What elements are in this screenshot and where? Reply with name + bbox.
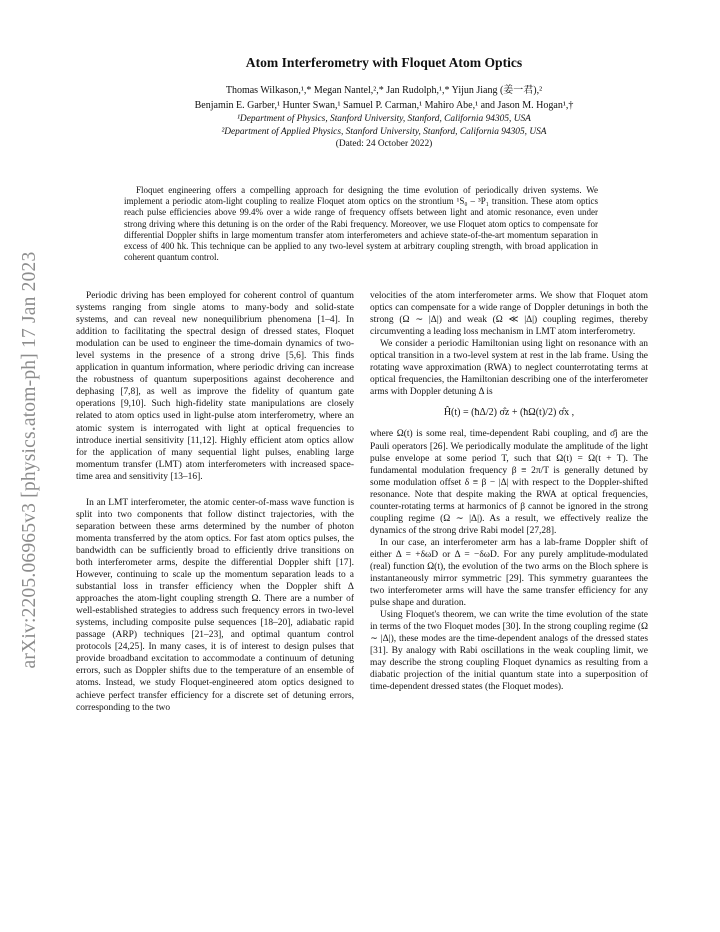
paper-title: Atom Interferometry with Floquet Atom Optics (245, 55, 523, 70)
affiliation-2: ²Department of Applied Physics, Stanford University, Stanford, California 94305, USA (221, 126, 547, 137)
right-paragraph-1: velocities of the atom interferometer arms. We show that Floquet atom optics can compensate for a wide range of Doppler detunings in both the strong (Ω ∼ |Δ|) and weak (Ω ≪ |Δ|) coupling regimes, thereby circumventing a leading loss mechanism in LMT atom interferometry. (370, 291, 648, 338)
right-paragraph-4: In our case, an interferometer arm has a lab-frame Doppler shift of either Δ = +δωD or Δ = −δωD. For any purely amplitude-modulated (real) function Ω(t), the evolution of the two arms on the Bloch sphere is instantaneously mirror symmetric [29]. This symmetry guarantees the two interferometer arms will have the same transfer efficiency for any pulse shape and duration. (370, 537, 648, 609)
abstract: Floquet engineering offers a compelling approach for designing the time evolution of periodically driven systems. We implement a periodic atom-light coupling to realize Floquet atom optics on the strontium ¹S₀ – ³P₁ transition. These atom optics reach pulse efficiencies above 99.4% over a wide range of frequency offsets between light and atomic resonance, even under strong driving where this detuning is on the order of the Rabi frequency. Moreover, we use Floquet atom optics to compensate for differential Doppler shifts in large momentum transfer atom interferometers and achieve state-of-the-art momentum separation in excess of 400 ħk. This technique can be applied to any two-level system at arbitrary coupling strength, with broad application in coherent quantum control. (124, 185, 598, 263)
right-column (370, 290, 648, 694)
left-column (76, 290, 354, 714)
affiliation-1: ¹Department of Physics, Stanford University, Stanford, California 94305, USA (237, 114, 531, 124)
left-paragraph-1: Periodic driving has been employed for coherent control of quantum systems ranging from single atoms to many-body and solid-state systems, and can reveal new nonequilibrium phenomena [1–4]. In addition to facilitating the spectral design of dressed states, Floquet modulation can be used to engineer the time-domain dynamics of two-level systems in the presence of a strong drive [5,6]. This finds application in quantum information, where periodic driving can increase the robustness of quantum superpositions against decoherence and dephasing [7,8], as well as improve the fidelity of quantum gate operations [9,10]. Such high-fidelity state manipulations are closely related to atom optics used in light-pulse atom interferometry, where an atomic system is interrogated with light at optical frequencies to introduce inertial sensitivity [11,12]. Highly efficient atom optics allow for the application of many sequential light pulses, enabling large momentum transfer (LMT) atom interferometers with increased space-time area and sensitivity [13–16]. (76, 291, 354, 482)
author-line-1: Thomas Wilkason,¹,* Megan Nantel,²,* Jan Rudolph,¹,* Yijun Jiang (姜一君),² (225, 85, 543, 96)
hamiltonian-equation: Ĥ(t) = (ħΔ/2) σ̂z + (ħΩ(t)/2) σ̂x , (443, 407, 575, 419)
paper-date: (Dated: 24 October 2022) (335, 139, 433, 149)
left-paragraph-2: In an LMT interferometer, the atomic center-of-mass wave function is split into two components that follow distinct trajectories, with the separation between these arms determined by the number of photon momenta transferred by the atom optics. For fast atom optics pulses, the bandwidth can be sufficiently broad to efficiently drive transitions on both interferometer arms, despite the differential Doppler shift [17]. However, continuing to scale up the momentum separation leads to a substantial loss in transfer efficiency when the Doppler shift Δ approaches the atom-light coupling strength Ω. There are a number of well-established strategies to address such frequency errors in two-level systems, including composite pulse sequences [18–20], adiabatic rapid passage (ARP) techniques [21–23], and optimal quantum control protocols [24,25]. In many cases, it is of interest to design pulses that provide broadband excitation to accommodate a continuum of detuning errors, such as Doppler shifts due to the temperature of an ensemble of atoms. Instead, we study Floquet-engineered atom optics designed to achieve perfect transfer efficiency for a discrete set of detuning errors, corresponding to the two (76, 497, 354, 713)
arxiv-id-text: arXiv:2205.06965v3 [physics.atom-ph] 17 Jan 2023 (19, 251, 40, 669)
arxiv-identifier-stamp (8, 210, 52, 710)
paper-header (70, 55, 698, 151)
right-paragraph-5: Using Floquet's theorem, we can write the time evolution of the state in terms of the two Floquet modes [30]. In the strong coupling regime (Ω ∼ |Δ|), these modes are the time-dependent analogs of the dressed states [31]. By analogy with Rabi oscillations in the weak coupling limit, we may describe the strong coupling Floquet dynamics as resulting from a diabatic projection of the initial quantum state into a superposition of time-dependent dressed states (the Floquet modes). (370, 610, 648, 693)
author-line-2: Benjamin E. Garber,¹ Hunter Swan,¹ Samuel P. Carman,¹ Mahiro Abe,¹ and Jason M. Hogan¹,† (194, 100, 574, 111)
right-paragraph-3: where Ω(t) is some real, time-dependent Rabi coupling, and σ̂j are the Pauli operators [26]. We periodically modulate the amplitude of the light pulse envelope at some period T, such that Ω(t) = Ω(t + T). The fundamental modulation frequency β ≡ 2π/T is generally detuned by some modulation offset δ ≡ β − |Δ| with respect to the Doppler-shifted resonance. Note that despite making the RWA at optical frequencies, counter-rotating terms at harmonics of β cannot be ignored in the strong coupling regime (Ω ∼ |Δ|). As a result, we effectively realize the dynamics of the strong drive Rabi model [27,28]. (370, 429, 648, 536)
right-paragraph-2: We consider a periodic Hamiltonian using light on resonance with an optical transition in a two-level system at rest in the lab frame. Using the rotating wave approximation (RWA) to neglect counterrotating terms at optical frequencies, the Hamiltonian describing one of the interferometer arms with Doppler detuning Δ is (370, 339, 648, 398)
